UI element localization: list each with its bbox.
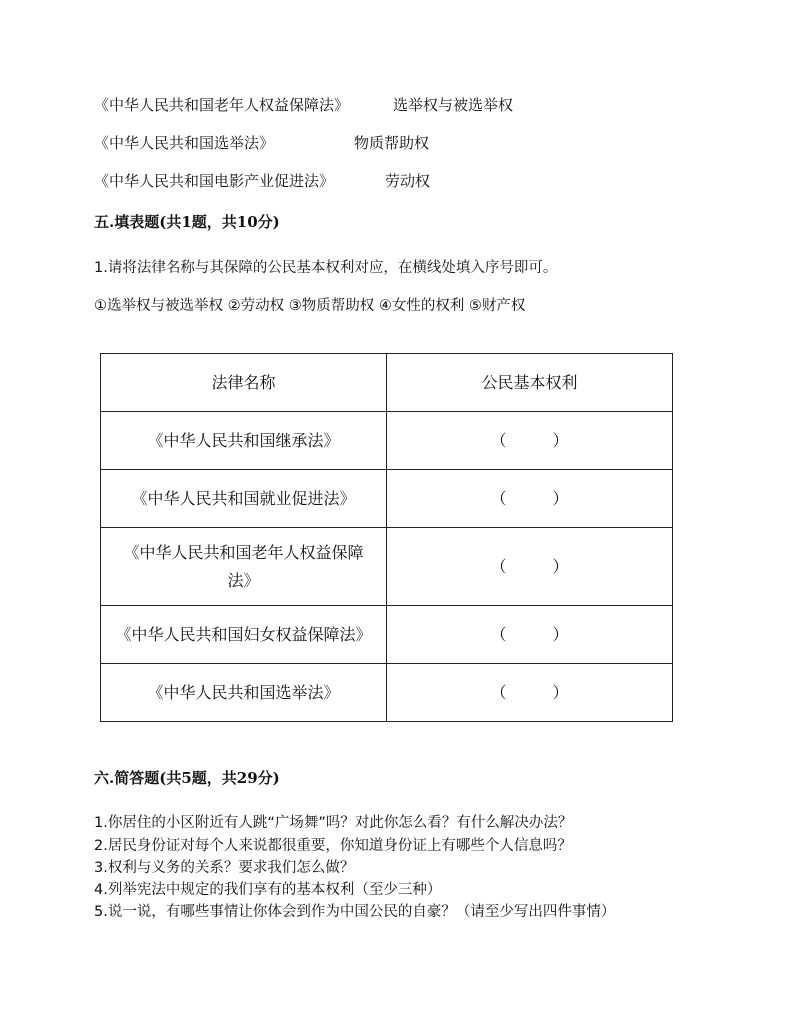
table-row xyxy=(101,470,673,528)
question-3: 3.权利与义务的关系？要求我们怎么做？ xyxy=(94,860,355,876)
table-row xyxy=(101,412,673,470)
law-rights-table xyxy=(100,353,673,722)
table-header-law: 法律名称 xyxy=(101,354,387,412)
table-row xyxy=(101,606,673,664)
table-header-row xyxy=(101,354,673,412)
table-cell-law: 《中华人民共和国选举法》 xyxy=(101,664,387,722)
answer-blank[interactable]: （ ） xyxy=(387,606,673,664)
section-5-options: ①选举权与被选举权 ②劳动权 ③物质帮助权 ④女性的权利 ⑤财产权 xyxy=(94,298,526,314)
section-5-question: 1.请将法律名称与其保障的公民基本权利对应，在横线处填入序号即可。 xyxy=(94,260,558,276)
section-6-heading: 六.简答题(共5题，共29分) xyxy=(94,769,280,787)
table-header-right: 公民基本权利 xyxy=(387,354,673,412)
table-row xyxy=(101,664,673,722)
question-5: 5.说一说，有哪些事情让你体会到作为中国公民的自豪？（请至少写出四件事情） xyxy=(94,904,616,920)
match-law-3: 《中华人民共和国电影产业促进法》 xyxy=(94,172,335,190)
match-right-2: 物质帮助权 xyxy=(354,134,430,152)
table-cell-law: 《中华人民共和国就业促进法》 xyxy=(101,470,387,528)
question-1: 1.你居住的小区附近有人跳“广场舞”吗？对此你怎么看？有什么解决办法？ xyxy=(94,815,573,831)
question-2: 2.居民身份证对每个人来说都很重要，你知道身份证上有哪些个人信息吗？ xyxy=(94,838,572,854)
answer-blank[interactable]: （ ） xyxy=(387,528,673,606)
table-cell-law: 《中华人民共和国老年人权益保障法》 xyxy=(101,528,387,606)
answer-blank[interactable]: （ ） xyxy=(387,412,673,470)
section-5-heading: 五.填表题(共1题，共10分) xyxy=(94,213,280,231)
answer-blank[interactable]: （ ） xyxy=(387,664,673,722)
match-law-2: 《中华人民共和国选举法》 xyxy=(94,134,275,152)
answer-blank[interactable]: （ ） xyxy=(387,470,673,528)
match-law-1: 《中华人民共和国老年人权益保障法》 xyxy=(94,96,350,114)
question-4: 4.列举宪法中规定的我们享有的基本权利（至少三种） xyxy=(94,882,442,898)
match-right-1: 选举权与被选举权 xyxy=(393,96,514,114)
table-cell-law: 《中华人民共和国继承法》 xyxy=(101,412,387,470)
table-row xyxy=(101,528,673,606)
match-right-3: 劳动权 xyxy=(385,172,431,190)
table-cell-law: 《中华人民共和国妇女权益保障法》 xyxy=(101,606,387,664)
